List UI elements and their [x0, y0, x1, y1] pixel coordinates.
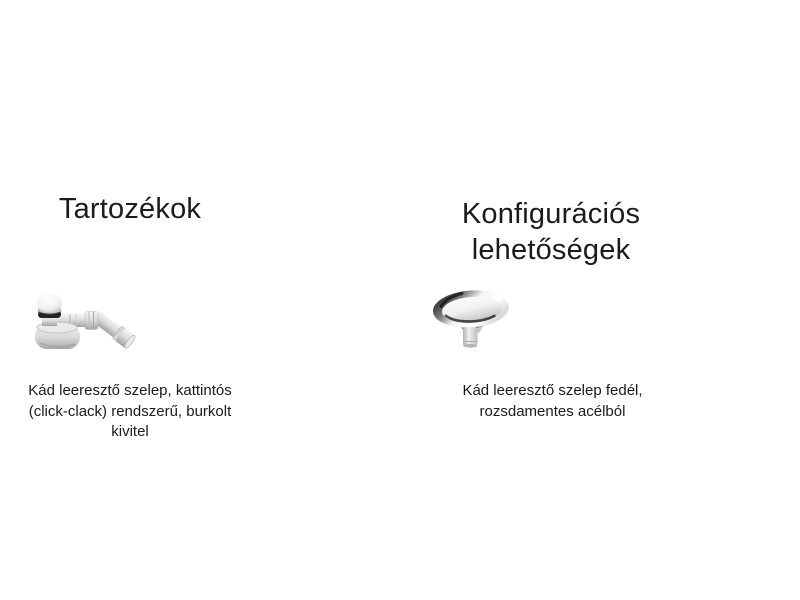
caption-line: Kád leeresztő szelep, kattintós: [28, 382, 232, 399]
caption-line: (click-clack) rendszerű, burkolt: [28, 402, 232, 420]
stainless-steel-drain-cover-image: [430, 289, 515, 351]
caption-line: kivitel: [111, 423, 149, 440]
configuration-section-title: [436, 196, 666, 268]
title-line: lehetőségek: [471, 234, 631, 266]
accessories-section-title: Tartozékok: [58, 193, 202, 225]
caption-line: Kád leeresztő szelep fedél,: [462, 382, 643, 399]
title-line: Konfigurációs: [461, 198, 641, 230]
accessories-caption: [15, 381, 245, 443]
click-clack-drain-valve-image: [33, 293, 143, 355]
caption-line: rozsdamentes acélból: [479, 402, 626, 420]
configuration-caption: [440, 381, 665, 422]
